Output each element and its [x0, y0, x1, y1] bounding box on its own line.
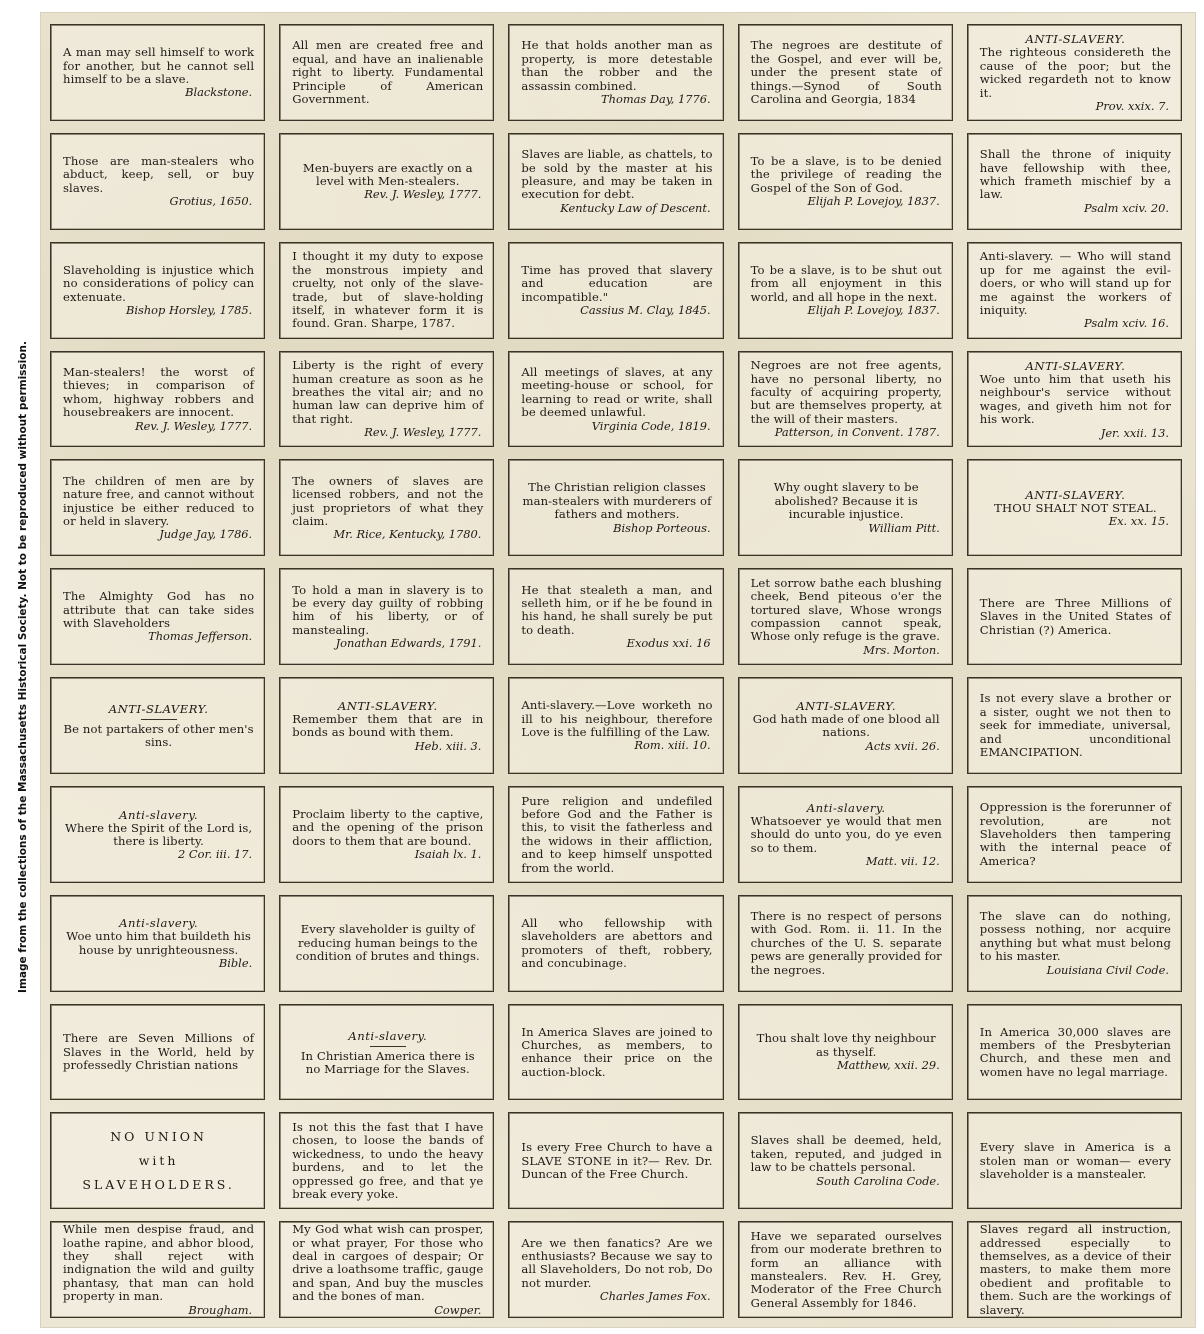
quote-slip [967, 568, 1182, 665]
slip-quote: There are Seven Millions of Slaves in the World, held by professedly Christian nations [63, 1031, 255, 1073]
slip-attribution: Blackstone. [185, 85, 253, 100]
slip-attribution: Louisiana Civil Code. [1046, 962, 1169, 977]
quote-slip [967, 459, 1182, 556]
slip-heading: ANTI-SLAVERY. [1025, 487, 1126, 502]
quote-slip [279, 133, 494, 230]
quote-slip [738, 1221, 953, 1318]
slip-quote: All meetings of slaves, at any meeting-house or school, for learning to read or write, shall be deemed unlawful. [521, 364, 713, 420]
slip-quote: In America 30,000 slaves are members of the Presbyterian Church, and these men and women have no legal marriage. [979, 1024, 1171, 1079]
quote-slip [738, 1112, 953, 1209]
slip-attribution: Rom. xiii. 10. [634, 738, 711, 753]
side-credit [6, 0, 40, 1334]
slip-heading: Anti-slavery. [806, 800, 886, 815]
slip-quote: Slaves regard all instruction, addressed especially to themselves, as a device of their masters, to make them more obedient and profitable to them. Such are the workings of slavery. [979, 1222, 1171, 1317]
slip-quote: All men are created free and equal, and have an inalienable right to liberty. Fundamental Principle of American Government. [292, 38, 484, 107]
quote-slip [738, 568, 953, 665]
slip-quote: Pure religion and undefiled before God and the Father is this, to visit the fatherless and the widows in their affliction, and to keep himself unspotted from the world. [521, 793, 713, 875]
slip-quote: To be a slave, is to be shut out from all enjoyment in this world, and all hope in the next. [750, 262, 942, 304]
quote-slip [738, 459, 953, 556]
quote-slip [508, 1112, 723, 1209]
slip-attribution: William Pitt. [868, 520, 940, 535]
quote-slip [508, 133, 723, 230]
slip-quote: There are Three Millions of Slaves in the United States of Christian (?) America. [979, 595, 1171, 637]
slip-quote: Slaves are liable, as chattels, to be sold by the master at his pleasure, and may be taken in execution for debt. [521, 147, 713, 202]
slip-attribution: Matt. vii. 12. [865, 854, 940, 869]
slip-attribution: Patterson, in Convent. 1787. [774, 425, 940, 440]
slip-quote: Men-buyers are exactly on a level with Men-stealers. [302, 160, 473, 189]
quote-slip [279, 1221, 494, 1318]
slip-attribution: Bishop Porteous. [613, 520, 711, 535]
slip-attribution: Rev. J. Wesley, 1777. [364, 187, 482, 202]
slip-quote: Remember them that are in bonds as bound with them. [292, 711, 484, 740]
slip-quote: To be a slave, is to be denied the privilege of reading the Gospel of the Son of God. [750, 153, 942, 195]
quote-slip [508, 459, 723, 556]
quote-slip [967, 1221, 1182, 1318]
slip-attribution: Psalm xciv. 20. [1084, 200, 1169, 215]
slip-quote: Negroes are not free agents, have no personal liberty, no faculty of acquiring property, but are themselves property, at the will of their masters. [750, 358, 942, 426]
slip-heading: ANTI-SLAVERY. [1025, 32, 1126, 47]
quote-slip [279, 1112, 494, 1209]
slip-quote: Thou shalt love thy neighbour as thyself. [756, 1031, 936, 1059]
quote-slip [967, 1112, 1182, 1209]
slip-quote: Every slaveholder is guilty of reducing human beings to the condition of brutes and things. [295, 922, 480, 964]
slip-quote: Man-stealers! the worst of thieves; in comparison of whom, highway robbers and housebreakers are innocent. [63, 364, 255, 420]
slip-quote: Woe unto him that useth his neighbour's service without wages, and giveth him not for his work. [979, 371, 1171, 427]
slip-attribution: Brougham. [188, 1302, 253, 1317]
slip-attribution: Cassius M. Clay, 1845. [580, 302, 711, 317]
slip-attribution: Jonathan Edwards, 1791. [335, 636, 482, 651]
slip-quote: Where the Spirit of the Lord is, there is liberty. [65, 820, 253, 849]
slip-motto-line: SLAVEHOLDERS. [82, 1177, 235, 1193]
quote-slip [738, 1004, 953, 1101]
slip-quote: Have we separated ourselves from our moderate brethren to form an alliance with manstealers. Rev. H. Grey, Moderator of the Free Church General Assembly for 1846. [750, 1228, 942, 1310]
slip-attribution: Psalm xciv. 16. [1084, 316, 1169, 331]
slip-quote: Slaves shall be deemed, held, taken, reputed, and judged in law to be chattels personal. [750, 1133, 942, 1175]
slip-quote: In America Slaves are joined to Churches, as members, to enhance their price on the auction-block. [521, 1024, 713, 1079]
slip-attribution: Elijah P. Lovejoy, 1837. [807, 302, 940, 317]
quote-slip [967, 1004, 1182, 1101]
slip-motto-line: with [138, 1153, 179, 1169]
slip-heading: Anti-slavery. [292, 1029, 483, 1050]
slip-quote: The Christian religion classes man-stealers with murderers of fathers and mothers. [522, 480, 712, 522]
quote-slip [279, 24, 494, 121]
slip-quote: He that holds another man as property, is more detestable than the robber and the assassin combined. [521, 38, 713, 93]
slip-attribution: Mrs. Morton. [863, 642, 940, 657]
slip-quote: Is every Free Church to have a SLAVE STONE in it?— Rev. Dr. Duncan of the Free Church. [521, 1140, 713, 1181]
quote-slip [279, 459, 494, 556]
slip-heading: Anti-slavery. [119, 807, 199, 822]
slip-attribution: Kentucky Law of Descent. [560, 200, 711, 215]
quote-slip [508, 786, 723, 883]
slip-attribution: Acts xvii. 26. [865, 738, 940, 753]
slip-quote: Those are man-stealers who abduct, keep, sell, or buy slaves. [63, 153, 255, 195]
slip-attribution: Elijah P. Lovejoy, 1837. [807, 194, 940, 209]
quote-slip [50, 1221, 265, 1318]
quote-slip [508, 677, 723, 774]
slip-attribution: Bible. [218, 956, 253, 971]
slip-quote: My God what wish can prosper, or what prayer, For those who deal in cargoes of despair; Or drive a loathsome traffic, gauge and span, And buy the muscles and the bones of man. [292, 1222, 484, 1304]
slip-quote: Be not partakers of other men's sins. [63, 722, 254, 750]
label-sheet [40, 12, 1196, 1328]
slip-motto-line: NO UNION [110, 1129, 207, 1145]
slip-attribution: Rev. J. Wesley, 1777. [135, 418, 253, 433]
quote-slip [508, 1004, 723, 1101]
slip-quote: Anti-slavery. — Who will stand up for me against the evil-doers, or who will stand up for me against the workers of iniquity. [979, 249, 1171, 317]
quote-slip [50, 133, 265, 230]
quote-slip [738, 895, 953, 992]
quote-slip [738, 242, 953, 339]
slip-quote: Are we then fanatics? Are we enthusiasts? Because we say to all Slaveholders, Do not rob, Do not murder. [521, 1235, 713, 1290]
quote-slip [738, 351, 953, 448]
slip-quote: THOU SHALT NOT STEAL. [994, 500, 1157, 515]
slip-attribution: Cowper. [434, 1302, 482, 1317]
quote-slip [50, 786, 265, 883]
slip-heading: ANTI-SLAVERY. [796, 698, 897, 713]
slip-attribution: Prov. xxix. 7. [1095, 99, 1169, 114]
slip-quote: There is no respect of persons with God. Rom. ii. 11. In the churches of the U. S. separate pews are generally provided for the negroes. [750, 909, 942, 977]
quote-slip [967, 242, 1182, 339]
quote-slip [279, 677, 494, 774]
slip-quote: Shall the throne of iniquity have fellowship with thee, which frameth mischief by a law. [979, 147, 1171, 202]
quote-slip [279, 1004, 494, 1101]
slip-quote: Is not every slave a brother or a sister, ought we not then to seek for immediate, universal, and unconditional EMANCIPATION. [979, 691, 1171, 760]
slip-attribution: Heb. xiii. 3. [414, 738, 482, 753]
slip-quote: He that stealeth a man, and selleth him, or if he be found in his hand, he shall surely be put to death. [521, 582, 713, 637]
slip-attribution: Exodus xxi. 16 [626, 636, 711, 651]
slip-attribution: Thomas Jefferson. [148, 629, 253, 644]
slip-quote: The children of men are by nature free, and cannot without injustice be either reduced to or held in slavery. [63, 473, 255, 528]
slip-quote: In Christian America there is no Marriage for the Slaves. [300, 1048, 475, 1076]
slip-quote: The Almighty God has no attribute that can take sides with Slaveholders [63, 589, 255, 631]
slip-quote: Oppression is the forerunner of revolution, are not Slaveholders then tampering with the internal peace of America? [979, 800, 1171, 868]
quote-slip [279, 568, 494, 665]
quote-slip [279, 351, 494, 448]
slip-attribution: Bishop Horsley, 1785. [125, 302, 253, 317]
slip-grid [50, 24, 1182, 1318]
quote-slip [50, 1112, 265, 1209]
quote-slip [738, 133, 953, 230]
quote-slip [508, 24, 723, 121]
quote-slip [50, 1004, 265, 1101]
slip-heading: ANTI-SLAVERY. [337, 698, 438, 713]
slip-attribution: Isaiah lx. 1. [414, 847, 482, 862]
quote-slip [50, 568, 265, 665]
slip-heading: ANTI-SLAVERY. [63, 702, 254, 723]
quote-slip [508, 1221, 723, 1318]
slip-quote: Woe unto him that buildeth his house by unrighteousness. [66, 929, 251, 957]
slip-quote: To hold a man in slavery is to be every day guilty of robbing him of his liberty, or of manstealing. [292, 582, 484, 637]
slip-quote: Liberty is the right of every human creature as soon as he breathes the vital air; and no human law can deprive him of that right. [292, 358, 484, 426]
quote-slip [279, 895, 494, 992]
quote-slip [967, 895, 1182, 992]
slip-quote: Time has proved that slavery and education are incompatible." [521, 262, 713, 304]
slip-quote: Proclaim liberty to the captive, and the opening of the prison doors to them that are bound. [292, 806, 484, 848]
slip-attribution: Virginia Code, 1819. [591, 418, 711, 433]
quote-slip [508, 242, 723, 339]
slip-quote: Is not this the fast that I have chosen, to loose the bands of wickedness, to undo the heavy burdens, and to let the oppressed go free, and that ye break every yoke. [292, 1120, 484, 1202]
quote-slip [967, 677, 1182, 774]
quote-slip [967, 24, 1182, 121]
slip-quote: Anti-slavery.—Love worketh no ill to his neighbour, therefore Love is the fulfilling of the Law. [521, 698, 713, 739]
quote-slip [50, 242, 265, 339]
quote-slip [508, 895, 723, 992]
slip-attribution: Grotius, 1650. [169, 194, 253, 209]
quote-slip [508, 568, 723, 665]
slip-quote: The righteous considereth the cause of the poor; but the wicked regardeth not to know it. [979, 45, 1171, 100]
slip-attribution: 2 Cor. iii. 17. [178, 847, 253, 862]
slip-attribution: Judge Jay, 1786. [159, 527, 253, 542]
slip-attribution: Charles James Fox. [599, 1289, 711, 1304]
quote-slip [50, 895, 265, 992]
slip-quote: God hath made of one blood all nations. [752, 711, 940, 740]
quote-slip [50, 677, 265, 774]
side-credit-text: Image from the collections of the Massachusetts Historical Society. Not to be reproduced without permission. [17, 341, 29, 993]
slip-attribution: Ex. xx. 15. [1108, 514, 1169, 529]
slip-quote: All who fellowship with slaveholders are abettors and promoters of theft, robbery, and concubinage. [521, 915, 713, 970]
quote-slip [738, 24, 953, 121]
slip-attribution: South Carolina Code. [816, 1173, 940, 1188]
slip-quote: Let sorrow bathe each blushing cheek, Bend piteous o'er the tortured slave, Whose wrongs compassion cannot speak, Whose only refuge is the grave. [750, 575, 942, 644]
quote-slip [279, 786, 494, 883]
quote-slip [508, 351, 723, 448]
slip-heading: Anti-slavery. [119, 916, 199, 931]
quote-slip [967, 786, 1182, 883]
slip-quote: Every slave in America is a stolen man or woman— every slaveholder is a manstealer. [979, 1140, 1171, 1181]
slip-quote: I thought it my duty to expose the monstrous impiety and cruelty, not only of the slave-trade, but of slave-holding itself, in whatever form it is found. Gran. Sharpe, 1787. [292, 249, 484, 331]
slip-attribution: Jer. xxii. 13. [1100, 425, 1169, 440]
slip-heading: ANTI-SLAVERY. [1025, 358, 1126, 373]
slip-attribution: Rev. J. Wesley, 1777. [364, 425, 482, 440]
quote-slip [50, 459, 265, 556]
quote-slip [50, 351, 265, 448]
slip-quote: The owners of slaves are licensed robbers, and not the just proprietors of what they claim. [292, 473, 484, 528]
slip-quote: The negroes are destitute of the Gospel, and ever will be, under the present state of things.—Synod of South Carolina and Georgia, 1834 [750, 38, 942, 107]
slip-quote: Slaveholding is injustice which no considerations of policy can extenuate. [63, 262, 255, 304]
slip-attribution: Thomas Day, 1776. [601, 92, 711, 107]
quote-slip [967, 351, 1182, 448]
quote-slip [738, 786, 953, 883]
quote-slip [738, 677, 953, 774]
quote-slip [279, 242, 494, 339]
slip-quote: Whatsoever ye would that men should do unto you, do ye even so to them. [750, 813, 942, 855]
slip-quote: A man may sell himself to work for another, but he cannot sell himself to be a slave. [63, 45, 255, 86]
slip-quote: While men despise fraud, and loathe rapine, and abhor blood, they shall reject with indignation the wild and guilty phantasy, that man can hold property in man. [63, 1222, 255, 1304]
slip-attribution: Matthew, xxii. 29. [836, 1058, 940, 1073]
slip-attribution: Mr. Rice, Kentucky, 1780. [333, 527, 482, 542]
slip-quote: The slave can do nothing, possess nothing, nor acquire anything but what must belong to his master. [979, 909, 1171, 964]
quote-slip [967, 133, 1182, 230]
slip-quote: Why ought slavery to be abolished? Because it is incurable injustice. [773, 480, 919, 522]
quote-slip [50, 24, 265, 121]
